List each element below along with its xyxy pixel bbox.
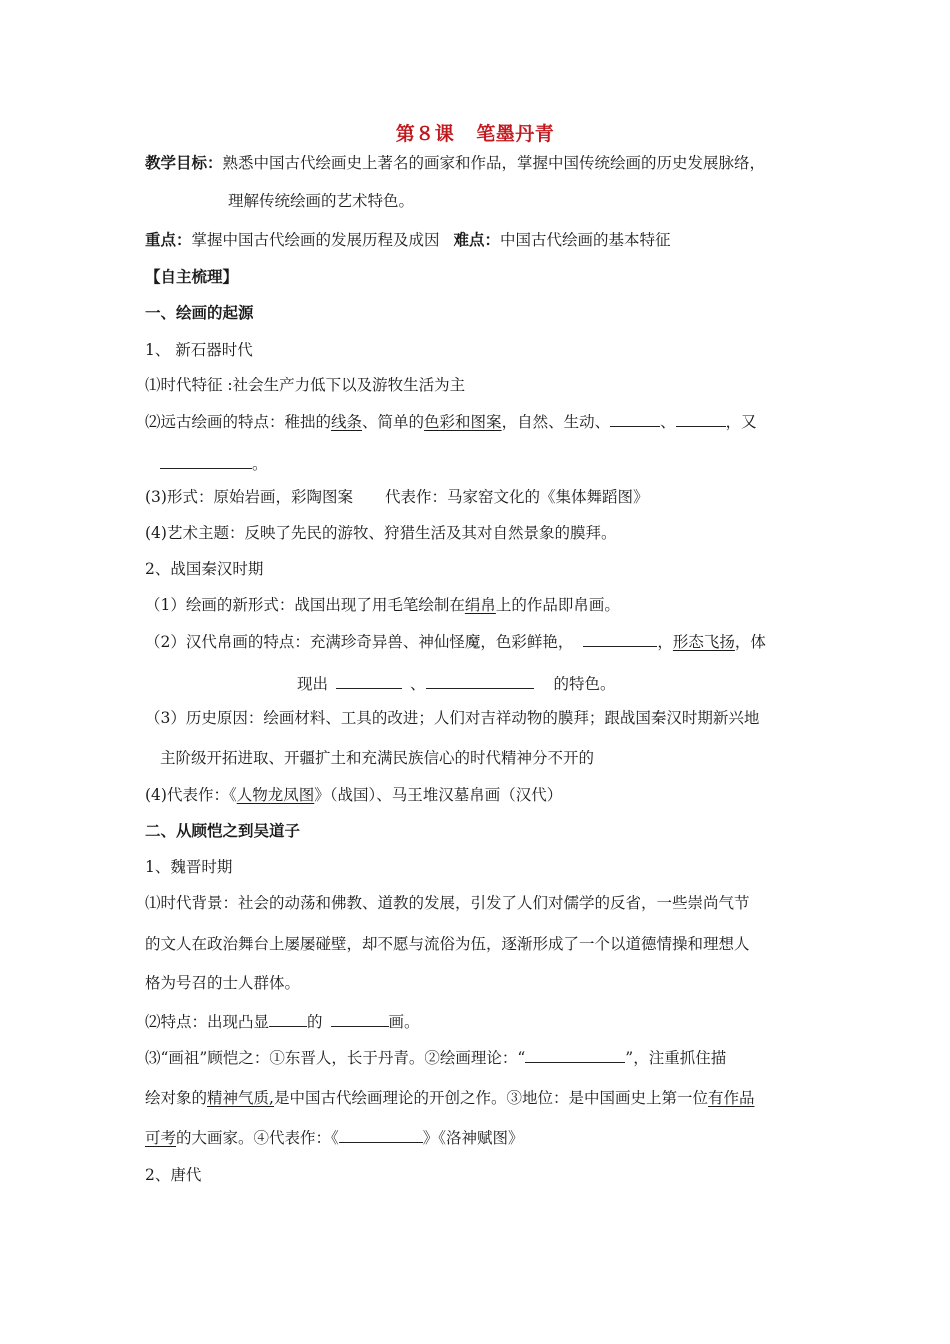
fill-blank[interactable]: [336, 672, 402, 689]
subsection-tang: 2、唐代: [145, 1166, 202, 1184]
gu-kaizhi-3: 可考的大画家。④代表作：《 》《洛神赋图》: [145, 1126, 524, 1149]
era-background-3: 格为号召的士人群体。: [145, 974, 301, 992]
objective-label: 教学目标：: [145, 154, 223, 172]
historical-reasons: （3）历史原因：绘画材料、工具的改进；人们对吉祥动物的膜拜；跟战国秦汉时期新兴地: [145, 709, 760, 727]
ancient-painting-features-cont: 。: [160, 452, 268, 475]
fill-blank[interactable]: [160, 452, 252, 469]
fill-blank[interactable]: [426, 672, 534, 689]
lesson-number: 第８课: [395, 123, 455, 145]
fill-blank[interactable]: [610, 410, 660, 427]
wei-jin-feature: ⑵特点：出现凸显 的 画。: [145, 1010, 420, 1033]
lesson-name: 笔墨丹青: [476, 123, 555, 145]
representative-works: (4)代表作：《人物龙凤图》（战国）、马王堆汉墓帛画（汉代）: [145, 786, 563, 804]
fill-blank[interactable]: [525, 1046, 625, 1063]
key-points: 重点：掌握中国古代绘画的发展历程及成因 难点：中国古代绘画的基本特征: [145, 231, 671, 249]
era-background-1: ⑴时代背景：社会的动荡和佛教、道教的发展，引发了人们对儒学的反省，一些崇尚气节: [145, 894, 750, 912]
objective-line-1: 教学目标：熟悉中国古代绘画史上著名的画家和作品，掌握中国传统绘画的历史发展脉络，: [145, 154, 766, 172]
subsection-wei-jin: 1、魏晋时期: [145, 858, 233, 876]
era-feature: ⑴时代特征 :社会生产力低下以及游牧生活为主: [145, 376, 466, 394]
fill-blank[interactable]: [269, 1010, 307, 1027]
historical-reasons-cont: 主阶级开拓进取、开疆扩土和充满民族信心的时代精神分不开的: [160, 749, 595, 767]
ancient-painting-features: ⑵远古绘画的特点：稚拙的线条、简单的色彩和图案，自然、生动、 、 ，又: [145, 410, 757, 433]
subsection-neolithic: 1、 新石器时代: [145, 341, 253, 359]
gu-kaizhi-1: ⑶“画祖”顾恺之：①东晋人，长于丹青。②绘画理论：“ ”，注重抓住描: [145, 1046, 726, 1069]
fill-blank[interactable]: [331, 1010, 389, 1027]
difficulty-label: 难点：: [453, 231, 501, 249]
art-form: (3)形式：原始岩画，彩陶图案 代表作：马家窑文化的《集体舞蹈图》: [145, 488, 649, 506]
gu-kaizhi-2: 绘对象的精神气质,是中国古代绘画理论的开创之作。③地位：是中国画史上第一位有作品: [145, 1089, 755, 1107]
key-label: 重点：: [145, 231, 192, 249]
section-2-heading: 二、从顾恺之到吴道子: [145, 822, 301, 840]
era-background-2: 的文人在政治舞台上屡屡碰壁，却不愿与流俗为伍，逐渐形成了一个以道德情操和理想人: [145, 935, 750, 953]
fill-blank[interactable]: [583, 630, 657, 647]
han-silk-painting-features-cont: 现出 、 的特色。: [297, 672, 616, 695]
section-1-heading: 一、绘画的起源: [145, 304, 254, 322]
subsection-warring-states: 2、战国秦汉时期: [145, 560, 264, 578]
han-silk-painting-features: （2）汉代帛画的特点：充满珍奇异兽、神仙怪魔，色彩鲜艳， ，形态飞扬，体: [145, 630, 766, 653]
fill-blank[interactable]: [339, 1126, 423, 1143]
lesson-title: [0, 123, 950, 145]
new-painting-form: （1）绘画的新形式：战国出现了用毛笔绘制在绢帛上的作品即帛画。: [145, 596, 620, 614]
objective-line-2: 理解传统绘画的艺术特色。: [228, 192, 415, 210]
self-review-heading: 【自主梳理】: [145, 268, 239, 286]
fill-blank[interactable]: [676, 410, 726, 427]
art-theme: (4)艺术主题：反映了先民的游牧、狩猎生活及其对自然景象的膜拜。: [145, 524, 617, 542]
